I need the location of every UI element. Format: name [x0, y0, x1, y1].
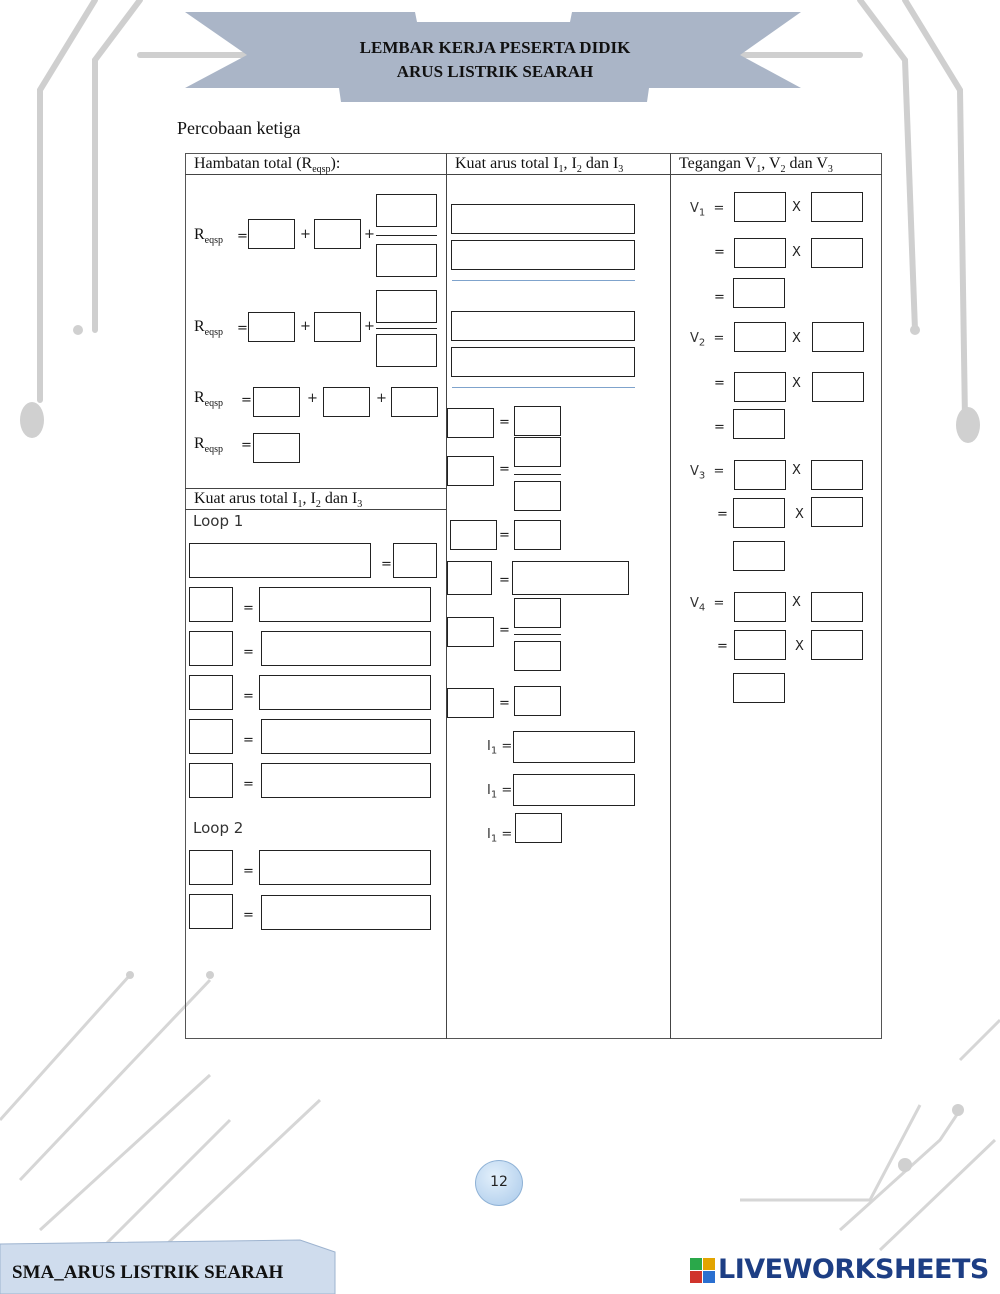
col1-header-text: Hambatan total (R — [194, 155, 313, 172]
answer-box[interactable] — [451, 240, 635, 270]
answer-box[interactable] — [259, 587, 431, 622]
equals-sign: = — [381, 557, 392, 572]
header-title — [185, 36, 805, 84]
v-sub: 2 — [698, 337, 706, 349]
i-sub: 1 — [490, 833, 498, 845]
v-letter: V — [690, 464, 699, 479]
answer-box[interactable] — [261, 719, 431, 754]
answer-box[interactable] — [734, 592, 786, 622]
answer-box[interactable] — [261, 763, 431, 798]
answer-box[interactable] — [447, 456, 494, 486]
equals-sign: = — [499, 528, 510, 543]
equals-sign: = — [499, 415, 510, 430]
times-sign: X — [792, 200, 801, 215]
req-label-3 — [194, 389, 223, 409]
i1-label — [487, 739, 512, 757]
equals-sign: = — [501, 783, 513, 798]
v3-label — [690, 464, 724, 482]
answer-box[interactable] — [314, 219, 361, 249]
answer-box[interactable] — [514, 520, 561, 550]
loop-section-header: Kuat arus total $I_1$, $I_2$ dan $I_3$ — [194, 490, 363, 511]
section-divider — [185, 488, 446, 489]
answer-box[interactable] — [447, 688, 494, 718]
answer-box[interactable] — [734, 238, 786, 268]
v-letter: V — [690, 201, 699, 216]
equals-sign: = — [714, 376, 725, 391]
v4-label — [690, 596, 724, 614]
answer-box[interactable] — [447, 617, 494, 647]
plus-sign: + — [300, 227, 311, 242]
v-letter: V — [690, 596, 699, 611]
header-line-2: ARUS LISTRIK SEARAH — [396, 62, 594, 81]
v-letter: V — [690, 331, 699, 346]
times-sign: X — [795, 639, 804, 654]
v-sub: 1 — [698, 207, 706, 219]
column-divider-1 — [446, 153, 447, 1039]
answer-box[interactable] — [733, 541, 785, 571]
plus-sign: + — [364, 227, 375, 242]
equals-sign: = — [241, 438, 252, 453]
answer-box[interactable] — [733, 409, 785, 439]
v-sub: 3 — [698, 470, 706, 482]
answer-box[interactable] — [811, 460, 863, 490]
numerator-box[interactable] — [514, 598, 561, 628]
fraction-bar — [376, 328, 437, 329]
equals-sign: = — [241, 393, 252, 408]
equals-sign: = — [713, 596, 725, 611]
answer-box[interactable] — [391, 387, 438, 417]
equals-sign: = — [243, 601, 254, 616]
loop2-label: Loop 2 — [193, 819, 244, 837]
logo-tile — [703, 1258, 715, 1270]
i-sub: 1 — [490, 745, 498, 757]
equals-sign: = — [237, 321, 248, 336]
equals-sign: = — [713, 201, 725, 216]
answer-box[interactable] — [189, 587, 233, 622]
req-r: R — [194, 435, 205, 452]
answer-box[interactable] — [811, 592, 863, 622]
equals-sign: = — [499, 623, 510, 638]
equals-sign: = — [501, 827, 513, 842]
answer-box[interactable] — [189, 675, 233, 710]
answer-box[interactable] — [189, 850, 233, 885]
loop1-label: Loop 1 — [193, 512, 244, 530]
numerator-box[interactable] — [376, 194, 437, 227]
equals-sign: = — [237, 229, 248, 244]
times-sign: X — [795, 507, 804, 522]
answer-box[interactable] — [314, 312, 361, 342]
section-title: Percobaan ketiga — [177, 118, 301, 138]
column-divider-2 — [670, 153, 671, 1039]
answer-box[interactable] — [189, 631, 233, 666]
answer-box[interactable] — [811, 497, 863, 527]
req-label-2 — [194, 318, 223, 338]
req-label-1 — [194, 226, 223, 246]
plus-sign: + — [364, 319, 375, 334]
answer-box[interactable] — [733, 673, 785, 703]
answer-box[interactable] — [189, 543, 371, 578]
answer-box[interactable] — [447, 561, 492, 595]
i-sub: 1 — [490, 789, 498, 801]
answer-box[interactable] — [253, 387, 300, 417]
footer-course: SMA_ARUS LISTRIK SEARAH — [12, 1262, 284, 1283]
answer-box[interactable] — [451, 204, 635, 234]
answer-box[interactable] — [189, 763, 233, 798]
equals-sign: = — [501, 739, 513, 754]
answer-box[interactable] — [323, 387, 370, 417]
answer-box[interactable] — [512, 561, 629, 595]
liveworksheets-logo — [690, 1258, 716, 1284]
page-number: 12 — [490, 1174, 508, 1190]
numerator-box[interactable] — [514, 437, 561, 467]
answer-box[interactable] — [734, 322, 786, 352]
req-sub: eqsp — [204, 444, 224, 456]
req-sub: eqsp — [204, 235, 224, 247]
col1-header — [194, 155, 340, 175]
equals-sign: = — [499, 573, 510, 588]
i-letter: I — [487, 827, 491, 842]
answer-box[interactable] — [734, 630, 786, 660]
times-sign: X — [792, 595, 801, 610]
fraction-bar — [514, 634, 561, 635]
logo-tile — [690, 1271, 702, 1283]
answer-box[interactable] — [514, 686, 561, 716]
header-line-1: LEMBAR KERJA PESERTA DIDIK — [359, 38, 631, 57]
times-sign: X — [792, 463, 801, 478]
plus-sign: + — [376, 391, 387, 406]
equals-sign: = — [713, 464, 725, 479]
logo-tile — [690, 1258, 702, 1270]
req-r: R — [194, 318, 205, 335]
v1-label — [690, 201, 724, 219]
req-r: R — [194, 389, 205, 406]
col3-header: Tegangan $V_1$, $V_2$ dan $V_3$ — [679, 155, 833, 176]
equals-sign: = — [714, 290, 725, 305]
equals-sign: = — [717, 639, 728, 654]
answer-box[interactable] — [513, 731, 635, 763]
equals-sign: = — [243, 864, 254, 879]
equals-sign: = — [243, 689, 254, 704]
logo-tile — [703, 1271, 715, 1283]
equals-sign: = — [499, 462, 510, 477]
separator-line — [452, 280, 635, 281]
brand-name: LIVEWORKSHEETS — [718, 1254, 989, 1285]
equals-sign: = — [714, 245, 725, 260]
equals-sign: = — [243, 645, 254, 660]
col2-header: Kuat arus total $I_1$, $I_2$ dan $I_3$ — [455, 155, 624, 176]
answer-box[interactable] — [515, 813, 562, 843]
fraction-bar — [514, 474, 561, 475]
answer-box[interactable] — [189, 894, 233, 929]
equals-sign: = — [717, 507, 728, 522]
answer-box[interactable] — [447, 408, 494, 438]
answer-box[interactable] — [734, 192, 786, 222]
answer-box[interactable] — [259, 850, 431, 885]
equals-sign: = — [713, 331, 725, 346]
answer-box[interactable] — [514, 406, 561, 436]
answer-box[interactable] — [733, 278, 785, 308]
answer-box[interactable] — [393, 543, 437, 578]
answer-box[interactable] — [189, 719, 233, 754]
times-sign: X — [792, 245, 801, 260]
denominator-box[interactable] — [376, 244, 437, 277]
separator-line — [452, 387, 635, 388]
answer-box[interactable] — [248, 219, 295, 249]
times-sign: X — [792, 331, 801, 346]
times-sign: X — [792, 376, 801, 391]
req-sub: eqsp — [204, 398, 224, 410]
req-label-4 — [194, 435, 223, 455]
answer-box[interactable] — [811, 192, 863, 222]
i-letter: I — [487, 739, 491, 754]
denominator-box[interactable] — [514, 641, 561, 671]
answer-box[interactable] — [513, 774, 635, 806]
plus-sign: + — [300, 319, 311, 334]
answer-box[interactable] — [812, 372, 864, 402]
answer-box[interactable] — [451, 311, 635, 341]
answer-box[interactable] — [261, 631, 431, 666]
req-sub: eqsp — [204, 327, 224, 339]
v-sub: 4 — [698, 602, 706, 614]
answer-box[interactable] — [733, 498, 785, 528]
v2-label — [690, 331, 724, 349]
loop-section-header-text: Kuat arus total I — [194, 490, 298, 507]
answer-box[interactable] — [450, 520, 497, 550]
answer-box[interactable] — [451, 347, 635, 377]
answer-box[interactable] — [812, 322, 864, 352]
req-r: R — [194, 226, 205, 243]
answer-box[interactable] — [734, 372, 786, 402]
i1-label — [487, 827, 512, 845]
equals-sign: = — [243, 733, 254, 748]
equals-sign: = — [714, 420, 725, 435]
denominator-box[interactable] — [376, 334, 437, 367]
answer-box[interactable] — [811, 630, 863, 660]
answer-box[interactable] — [253, 433, 300, 463]
numerator-box[interactable] — [376, 290, 437, 323]
equals-sign: = — [499, 696, 510, 711]
col1-header-tail: ): — [330, 155, 341, 172]
answer-box[interactable] — [248, 312, 295, 342]
plus-sign: + — [307, 391, 318, 406]
i-letter: I — [487, 783, 491, 798]
equals-sign: = — [243, 908, 254, 923]
answer-box[interactable] — [261, 895, 431, 930]
equals-sign: = — [243, 777, 254, 792]
col1-header-sub: eqsp — [312, 164, 331, 176]
col2-header-text: Kuat arus total I — [455, 155, 559, 172]
denominator-box[interactable] — [514, 481, 561, 511]
answer-box[interactable] — [259, 675, 431, 710]
i1-label — [487, 783, 512, 801]
col3-header-text: Tegangan V — [679, 155, 757, 172]
answer-box[interactable] — [734, 460, 786, 490]
answer-box[interactable] — [811, 238, 863, 268]
fraction-bar — [376, 235, 437, 236]
